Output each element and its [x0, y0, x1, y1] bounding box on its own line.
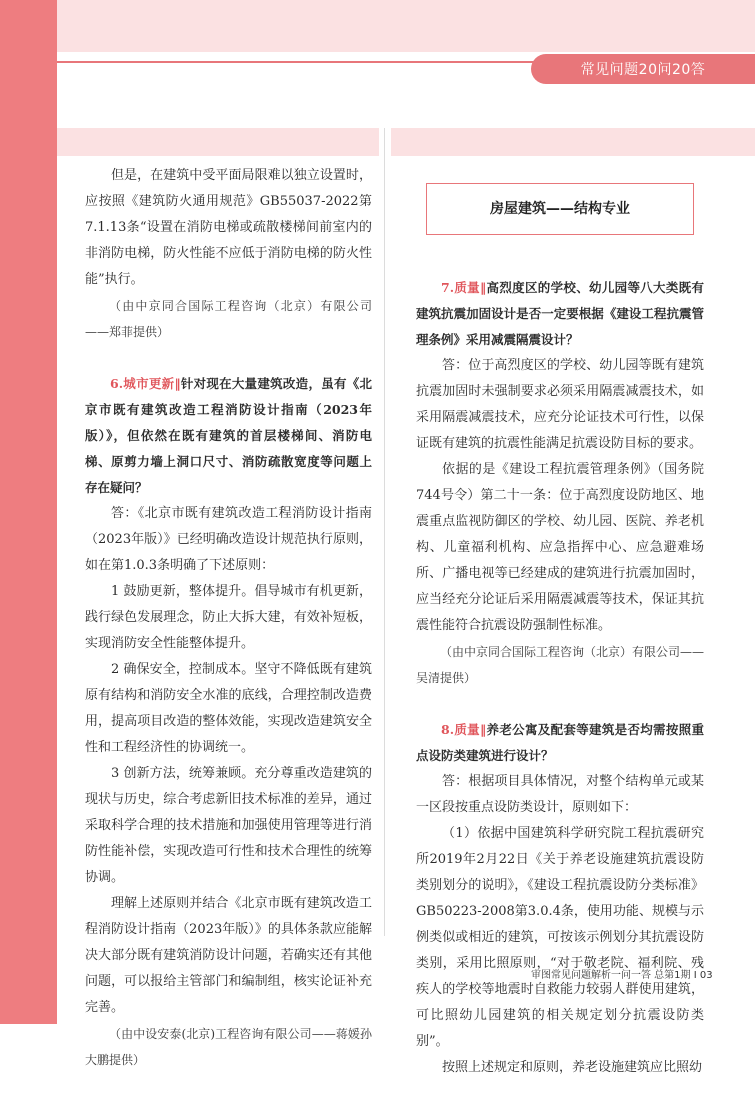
header-tab-label: 常见问题20问20答 [580, 62, 706, 78]
answer-intro: 答：根据项目具体情况，对整个结构单元或某一区段按重点设防类设计，原则如下： [416, 774, 704, 815]
answer-paragraph: 依据的是《建设工程抗震管理条例》（国务院744号令）第二十一条：位于高烈度设防地区、地震重点监视防御区的学校、幼儿园、医院、养老机构、儿童福利机构、应急指挥中心、应急避难场所、广播电视等已经建成的建筑进行抗震加固时，应当经充分论证后采用隔震减震等技术，保证其抗震性能符合抗震设防强制性标准。 [416, 462, 704, 633]
left-color-band [0, 0, 57, 1024]
header-tab [531, 54, 755, 84]
right-column-band [391, 128, 755, 156]
question-tag: 6.城市更新‖ [110, 376, 181, 391]
credit-line: （由中设安泰(北京)工程咨询有限公司——蒋媛孙大鹏提供） [85, 1027, 372, 1067]
column-divider [384, 128, 385, 936]
answer-summary: 理解上述原则并结合《北京市既有建筑改造工程消防设计指南（2023年版）》的具体条款应能解决大部分既有建筑消防设计问题，若确实还有其他问题，可以报给主管部门和编制组，核实论证补充完善。 [85, 896, 372, 1015]
question-tag: 7.质量‖ [441, 280, 487, 295]
left-column [85, 163, 372, 1099]
question-text: 针对现在大量建筑改造，虽有《北京市既有建筑改造工程消防设计指南（2023年版）》，但依然在既有建筑的首层楼梯间、消防电梯、原剪力墙上洞口尺寸、消防疏散宽度等问题上存在疑问？ [85, 376, 372, 495]
section-title-box [426, 183, 694, 235]
question-6 [85, 371, 372, 501]
credit-line: （由中京同合国际工程咨询（北京）有限公司——吴清提供） [416, 645, 705, 685]
answer-point-2: 2 确保安全，控制成本。坚守不降低既有建筑原有结构和消防安全水准的底线，合理控制改造费用，提高项目改造的整体效能，实现改造建筑安全性和工程经济性的协调统一。 [85, 662, 372, 755]
top-pink-strip [57, 0, 755, 52]
question-text: 高烈度区的学校、幼儿园等八大类既有建筑抗震加固设计是否一定要根据《建设工程抗震管理条例》采用减震隔震设计？ [416, 280, 704, 347]
answer-point-3: 3 创新方法，统筹兼顾。充分尊重改造建筑的现状与历史，综合考虑新旧技术标准的差异，通过采取科学合理的技术措施和加强使用管理等进行消防性能补偿，实现改造可行性和技术合理性的统筹协调。 [85, 766, 372, 885]
page-footer: 审图常见问题解析一问一答 总第1期 I 03 [531, 970, 713, 981]
question-7 [416, 275, 704, 353]
answer-paragraph: 答：位于高烈度区的学校、幼儿园等既有建筑抗震加固时未强制要求必须采用隔震减震技术，如采用隔震减震技术，应充分论证技术可行性，以保证既有建筑的抗震性能满足抗震设防目标的要求。 [416, 358, 704, 451]
question-tag: 8.质量‖ [441, 722, 487, 737]
paragraph: 但是，在建筑中受平面局限难以独立设置时，应按照《建筑防火通用规范》GB55037-2022第7.1.13条“设置在消防电梯或疏散楼梯间前室内的非消防电梯，防火性能不应低于消防电梯的防火性能”执行。 [85, 168, 372, 287]
answer-continuation: 按照上述规定和原则，养老设施建筑应比照幼 [442, 1060, 703, 1075]
question-8 [416, 717, 704, 769]
answer-point-1: （1）依据中国建筑科学研究院工程抗震研究所2019年2月22日《关于养老设施建筑抗震设防类别划分的说明》，《建设工程抗震设防分类标准》GB50223-2008第3.0.4条，使用功能、规模与示例类似或相近的建筑，可按该示例划分其抗震设防类别，采用比照原则，“对于敬老院、福利院、残疾人的学校等地震时自救能力较弱人群使用建筑，可比照幼儿园建筑的相关规定划分抗震设防类别”。 [416, 826, 704, 1049]
question-text: 养老公寓及配套等建筑是否均需按照重点设防类建筑进行设计？ [416, 722, 704, 763]
section-title: 房屋建筑——结构专业 [490, 201, 630, 217]
header-rule [57, 61, 539, 63]
credit-line: （由中京同合国际工程咨询（北京）有限公司——郑菲提供） [85, 299, 372, 339]
answer-intro: 答：《北京市既有建筑改造工程消防设计指南（2023年版）》已经明确改造设计规范执行原则，如在第1.0.3条明确了下述原则： [85, 506, 372, 573]
answer-point-1: 1 鼓励更新，整体提升。倡导城市有机更新，践行绿色发展理念，防止大拆大建，有效补短板，实现消防安全性能整体提升。 [85, 584, 372, 651]
left-column-band [57, 128, 379, 156]
right-column [416, 175, 704, 1081]
